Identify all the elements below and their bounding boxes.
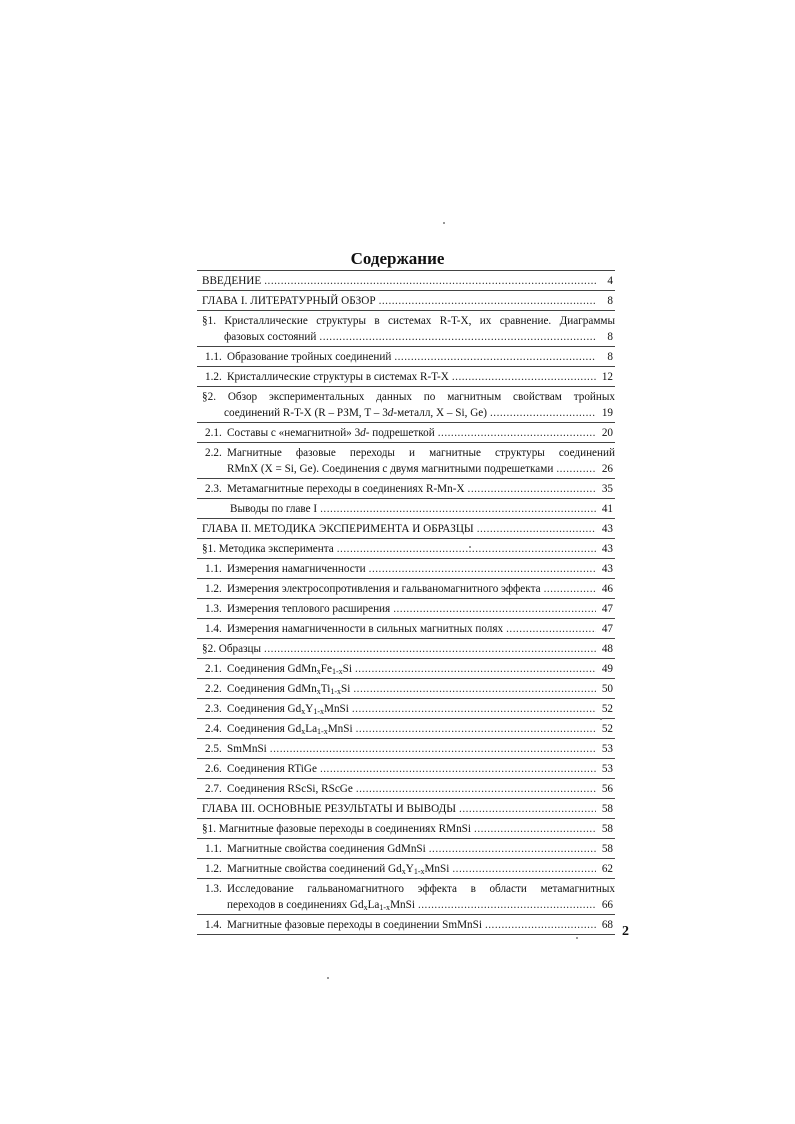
dot-leader <box>352 701 596 717</box>
toc-entry-page: 47 <box>601 623 613 635</box>
toc-entry[interactable] <box>197 367 615 386</box>
toc-entry-number: 2.5. <box>205 743 222 755</box>
toc-entry-title: §2. Обзор экспериментальных данных по магнитным свойствам тройных <box>202 391 615 403</box>
toc-entry-title: ГЛАВА I. ЛИТЕРАТУРНЫЙ ОБЗОР <box>202 295 376 307</box>
toc-entry-number: 2.4. <box>205 723 222 735</box>
toc-entry[interactable] <box>197 311 615 346</box>
toc-entry-title: Соединения $Gd_xY_{1-x}MnSi$ <box>227 703 349 716</box>
toc-entry-number: 1.4. <box>205 919 222 931</box>
toc-entry-number: 2.6. <box>205 763 222 775</box>
dot-leader <box>369 561 596 577</box>
toc-entry-title: Магнитные свойства соединения GdMnSi <box>227 843 426 855</box>
dot-leader <box>393 601 596 617</box>
toc-entry-page: 35 <box>601 483 613 495</box>
dot-leader <box>337 541 596 557</box>
toc-entry-title: Образование тройных соединений <box>227 351 392 363</box>
toc-entry-page: 58 <box>601 843 613 855</box>
dot-leader <box>418 897 596 913</box>
toc-entry[interactable] <box>197 699 615 718</box>
toc-entry-page: 4 <box>607 275 613 287</box>
toc-entry-title: ВВЕДЕНИЕ <box>202 275 262 287</box>
toc-entry-title: §2. Образцы <box>202 643 262 655</box>
page-number: 2 <box>622 924 629 939</box>
toc-entry-title: ГЛАВА III. ОСНОВНЫЕ РЕЗУЛЬТАТЫ И ВЫВОДЫ <box>202 803 457 815</box>
scan-speck <box>576 937 578 939</box>
toc-entry-page: 53 <box>601 743 613 755</box>
toc-entry-title: переходов в соединениях $Gd_xLa_{1-x}MnSi$ <box>227 899 415 912</box>
toc-entry-page: 43 <box>601 523 613 535</box>
toc-entry-page: 47 <box>601 603 613 615</box>
toc-entry-title: Исследование гальваномагнитного эффекта в области метамагнитных <box>227 883 615 895</box>
toc-entry-title: Измерения электросопротивления и гальваномагнитного эффекта <box>227 583 541 595</box>
toc-entry-page: 56 <box>601 783 613 795</box>
toc-entry[interactable] <box>197 879 615 914</box>
toc-entry[interactable] <box>197 291 615 310</box>
toc-entry-number: 1.3. <box>205 603 222 615</box>
toc-entry-page: 52 <box>601 723 613 735</box>
toc-entry-title: Магнитные фазовые переходы в соединении SmMnSi <box>227 919 482 931</box>
toc-entry[interactable] <box>197 579 615 598</box>
toc-entry[interactable] <box>197 599 615 618</box>
dot-leader <box>468 481 596 497</box>
toc-entry-page: 26 <box>601 463 613 475</box>
toc-entry[interactable] <box>197 347 615 366</box>
toc-entry[interactable] <box>197 479 615 498</box>
table-of-contents <box>197 270 615 935</box>
toc-entry[interactable] <box>197 859 615 878</box>
dot-leader <box>356 781 596 797</box>
toc-entry-page: 66 <box>601 899 613 911</box>
toc-entry[interactable] <box>197 839 615 858</box>
toc-entry-page: 62 <box>601 863 613 875</box>
toc-entry-number: 1.2. <box>205 583 222 595</box>
toc-entry-number: 2.2. <box>205 683 222 695</box>
toc-entry-page: 48 <box>601 643 613 655</box>
toc-entry-title: RMnX (X = Si, Ge). Соединения с двумя магнитными подрешетками <box>227 463 554 475</box>
dot-leader <box>356 721 596 737</box>
dot-leader <box>355 661 596 677</box>
toc-entry-title: Магнитные фазовые переходы и магнитные структуры соединений <box>227 447 615 459</box>
toc-entry-number: 2.1. <box>205 663 222 675</box>
toc-entry-title: Составы с «немагнитной» 3d- подрешеткой <box>227 427 435 439</box>
dot-leader <box>506 621 596 637</box>
toc-entry-number: 1.2. <box>205 371 222 383</box>
toc-entry-page: 19 <box>601 407 613 419</box>
dot-leader <box>320 501 596 517</box>
toc-entry-title: §1. Кристаллические структуры в системах R-T-X, их сравнение. Диаграммы <box>202 315 615 327</box>
toc-entry-number: 2.3. <box>205 483 222 495</box>
toc-entry[interactable] <box>197 819 615 838</box>
dot-leader <box>459 801 596 817</box>
toc-entry-title: Соединения RScSi, RScGe <box>227 783 353 795</box>
toc-entry-title: Кристаллические структуры в системах R-T-X <box>227 371 449 383</box>
toc-entry[interactable] <box>197 679 615 698</box>
toc-entry-page: 43 <box>601 563 613 575</box>
toc-entry-title: Соединения $Gd_xLa_{1-x}MnSi$ <box>227 723 353 736</box>
dot-leader <box>452 369 596 385</box>
toc-entry-page: 68 <box>601 919 613 931</box>
toc-entry[interactable] <box>197 779 615 798</box>
toc-entry-page: 8 <box>607 331 613 343</box>
toc-entry[interactable] <box>197 759 615 778</box>
toc-entry-number: 2.2. <box>205 447 222 459</box>
toc-entry-page: 46 <box>601 583 613 595</box>
toc-entry-page: 8 <box>607 295 613 307</box>
toc-entry-title: §1. Магнитные фазовые переходы в соединениях RMnSi <box>202 823 472 835</box>
toc-entry[interactable] <box>197 499 615 518</box>
dot-leader <box>490 405 596 421</box>
toc-entry-title: Метамагнитные переходы в соединениях R-Mn-X <box>227 483 465 495</box>
toc-entry[interactable] <box>197 387 615 422</box>
toc-entry-page: 12 <box>601 371 613 383</box>
dot-leader <box>556 461 596 477</box>
dot-leader <box>320 761 596 777</box>
toc-entry-title: §1. Методика эксперимента <box>202 543 334 555</box>
toc-entry-title: Магнитные свойства соединений $Gd_xY_{1-x}MnSi$ <box>227 863 450 876</box>
toc-entry-number: 1.3. <box>205 883 222 895</box>
toc-entry-page: 52 <box>601 703 613 715</box>
toc-entry[interactable] <box>197 799 615 818</box>
toc-entry-page: 58 <box>601 823 613 835</box>
toc-entry-page: 49 <box>601 663 613 675</box>
toc-entry-title: SmMnSi <box>227 743 267 755</box>
toc-entry-page: 53 <box>601 763 613 775</box>
dot-leader <box>452 861 596 877</box>
scan-speck <box>443 222 445 224</box>
scan-speck <box>469 546 471 548</box>
dot-leader <box>438 425 596 441</box>
toc-entry-title: Соединения $GdMn_xTi_{1-x}Si$ <box>227 683 351 696</box>
dot-leader <box>474 821 596 837</box>
toc-entry-title: Измерения теплового расширения <box>227 603 391 615</box>
toc-entry-title: фазовых состояний <box>224 331 317 343</box>
toc-entry-title: Измерения намагниченности в сильных магнитных полях <box>227 623 504 635</box>
toc-entry-page: 8 <box>607 351 613 363</box>
toc-title: Содержание <box>350 249 445 268</box>
toc-entry[interactable] <box>197 915 615 934</box>
toc-entry-title: Измерения намагниченности <box>227 563 366 575</box>
toc-entry-page: 20 <box>601 427 613 439</box>
toc-entry-title: Соединения RTiGe <box>227 763 317 775</box>
toc-entry-title: соединений R-T-X (R – РЗМ, T – 3d-металл, X – Si, Ge) <box>224 407 487 419</box>
dot-leader <box>353 681 596 697</box>
toc-entry[interactable] <box>197 619 615 638</box>
toc-entry-number: 1.2. <box>205 863 222 875</box>
dot-leader <box>429 841 596 857</box>
toc-entry-number: 1.1. <box>205 843 222 855</box>
toc-entry-page: 43 <box>601 543 613 555</box>
toc-entry[interactable] <box>197 559 615 578</box>
dot-leader <box>270 741 596 757</box>
toc-entry-number: 1.1. <box>205 563 222 575</box>
toc-entry-title: Соединения $GdMn_xFe_{1-x}Si$ <box>227 663 352 676</box>
toc-entry-number: 1.4. <box>205 623 222 635</box>
dot-leader <box>319 329 596 345</box>
toc-rule <box>197 934 615 935</box>
scan-speck <box>600 718 602 720</box>
toc-entry[interactable] <box>197 639 615 658</box>
dot-leader <box>485 917 596 933</box>
toc-entry[interactable] <box>197 423 615 442</box>
toc-entry[interactable] <box>197 739 615 758</box>
toc-entry[interactable] <box>197 539 615 558</box>
toc-entry[interactable] <box>197 271 615 290</box>
dot-leader <box>477 521 596 537</box>
toc-entry[interactable] <box>197 659 615 678</box>
toc-entry-number: 2.3. <box>205 703 222 715</box>
scan-speck <box>327 977 329 979</box>
toc-entry[interactable] <box>197 443 615 478</box>
toc-entry-page: 41 <box>601 503 613 515</box>
toc-entry-title: Выводы по главе I <box>230 503 318 515</box>
toc-entry-number: 1.1. <box>205 351 222 363</box>
toc-entry-page: 50 <box>601 683 613 695</box>
toc-entry[interactable] <box>197 519 615 538</box>
toc-entry[interactable] <box>197 719 615 738</box>
dot-leader <box>544 581 596 597</box>
toc-entry-page: 58 <box>601 803 613 815</box>
dot-leader <box>394 349 596 365</box>
toc-entry-number: 2.1. <box>205 427 222 439</box>
dot-leader <box>264 273 596 289</box>
dot-leader <box>264 641 596 657</box>
toc-entry-title: ГЛАВА II. МЕТОДИКА ЭКСПЕРИМЕНТА И ОБРАЗЦЫ <box>202 523 474 535</box>
toc-entry-number: 2.7. <box>205 783 222 795</box>
dot-leader <box>379 293 596 309</box>
